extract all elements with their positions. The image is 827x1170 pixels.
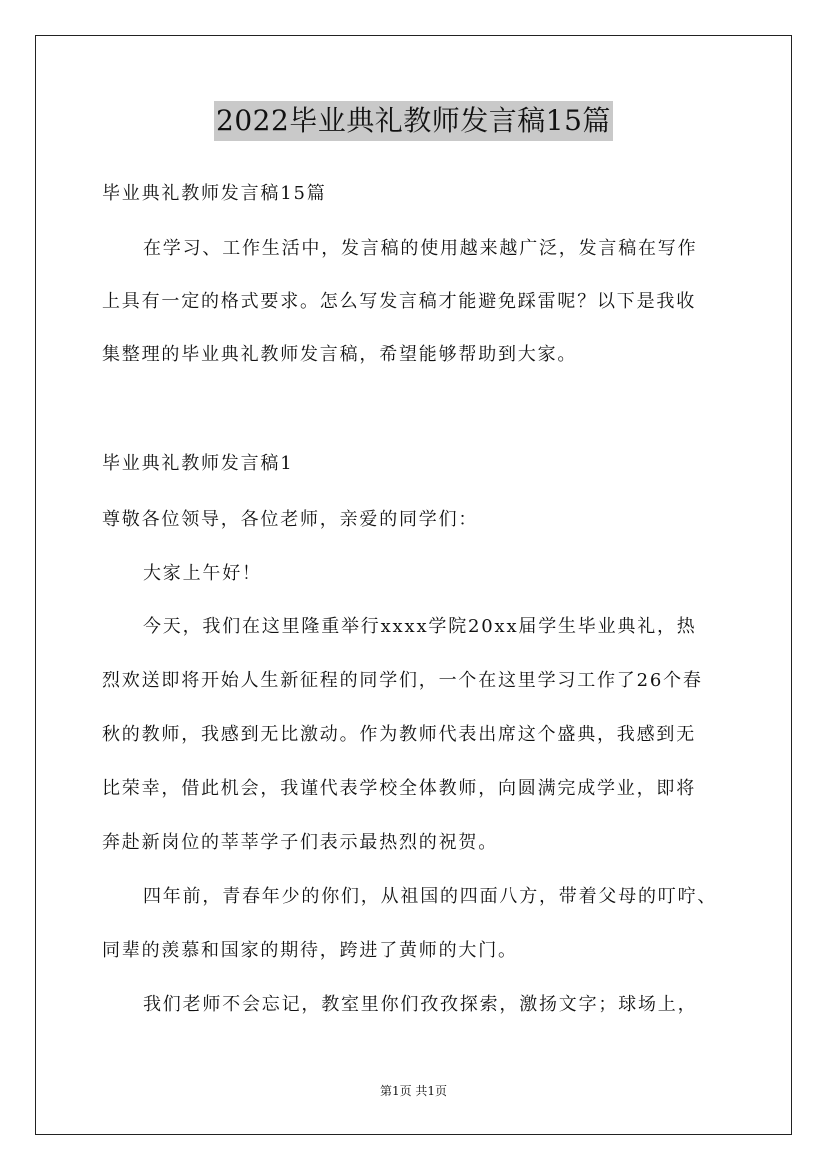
paragraph1-line-2: 烈欢送即将开始人生新征程的同学们，一个在这里学习工作了26个春 — [102, 670, 703, 691]
document-title-text: 2022毕业典礼教师发言稿15篇 — [214, 101, 613, 141]
paragraph1-line-1: 今天，我们在这里隆重举行xxxx学院20xx届学生毕业典礼，热 — [143, 616, 697, 637]
intro-line-3: 集整理的毕业典礼教师发言稿，希望能够帮助到大家。 — [102, 344, 578, 365]
paragraph1-line-5: 奔赴新岗位的莘莘学子们表示最热烈的祝贺。 — [102, 832, 498, 853]
paragraph2-line-2: 同辈的羡慕和国家的期待，跨进了黄师的大门。 — [102, 940, 518, 961]
paragraph1-line-4: 比荣幸，借此机会，我谨代表学校全体教师，向圆满完成学业，即将 — [102, 778, 696, 799]
document-title — [0, 101, 827, 141]
document-subtitle: 毕业典礼教师发言稿15篇 — [102, 183, 327, 204]
salutation: 尊敬各位领导，各位老师，亲爱的同学们： — [102, 509, 479, 530]
page-footer: 第1页 共1页 — [379, 1084, 448, 1098]
intro-line-2: 上具有一定的格式要求。怎么写发言稿才能避免踩雷呢？以下是我收 — [102, 291, 696, 312]
paragraph1-line-3: 秋的教师，我感到无比激动。作为教师代表出席这个盛典，我感到无 — [102, 724, 696, 745]
greeting: 大家上午好！ — [143, 563, 262, 584]
section-heading: 毕业典礼教师发言稿1 — [102, 453, 294, 474]
paragraph2-line-1: 四年前，青春年少的你们，从祖国的四面八方，带着父母的叮咛、 — [143, 886, 718, 907]
intro-line-1: 在学习、工作生活中，发言稿的使用越来越广泛，发言稿在写作 — [143, 238, 698, 259]
paragraph3-line-1: 我们老师不会忘记，教室里你们孜孜探索，激扬文字；球场上， — [143, 994, 698, 1015]
